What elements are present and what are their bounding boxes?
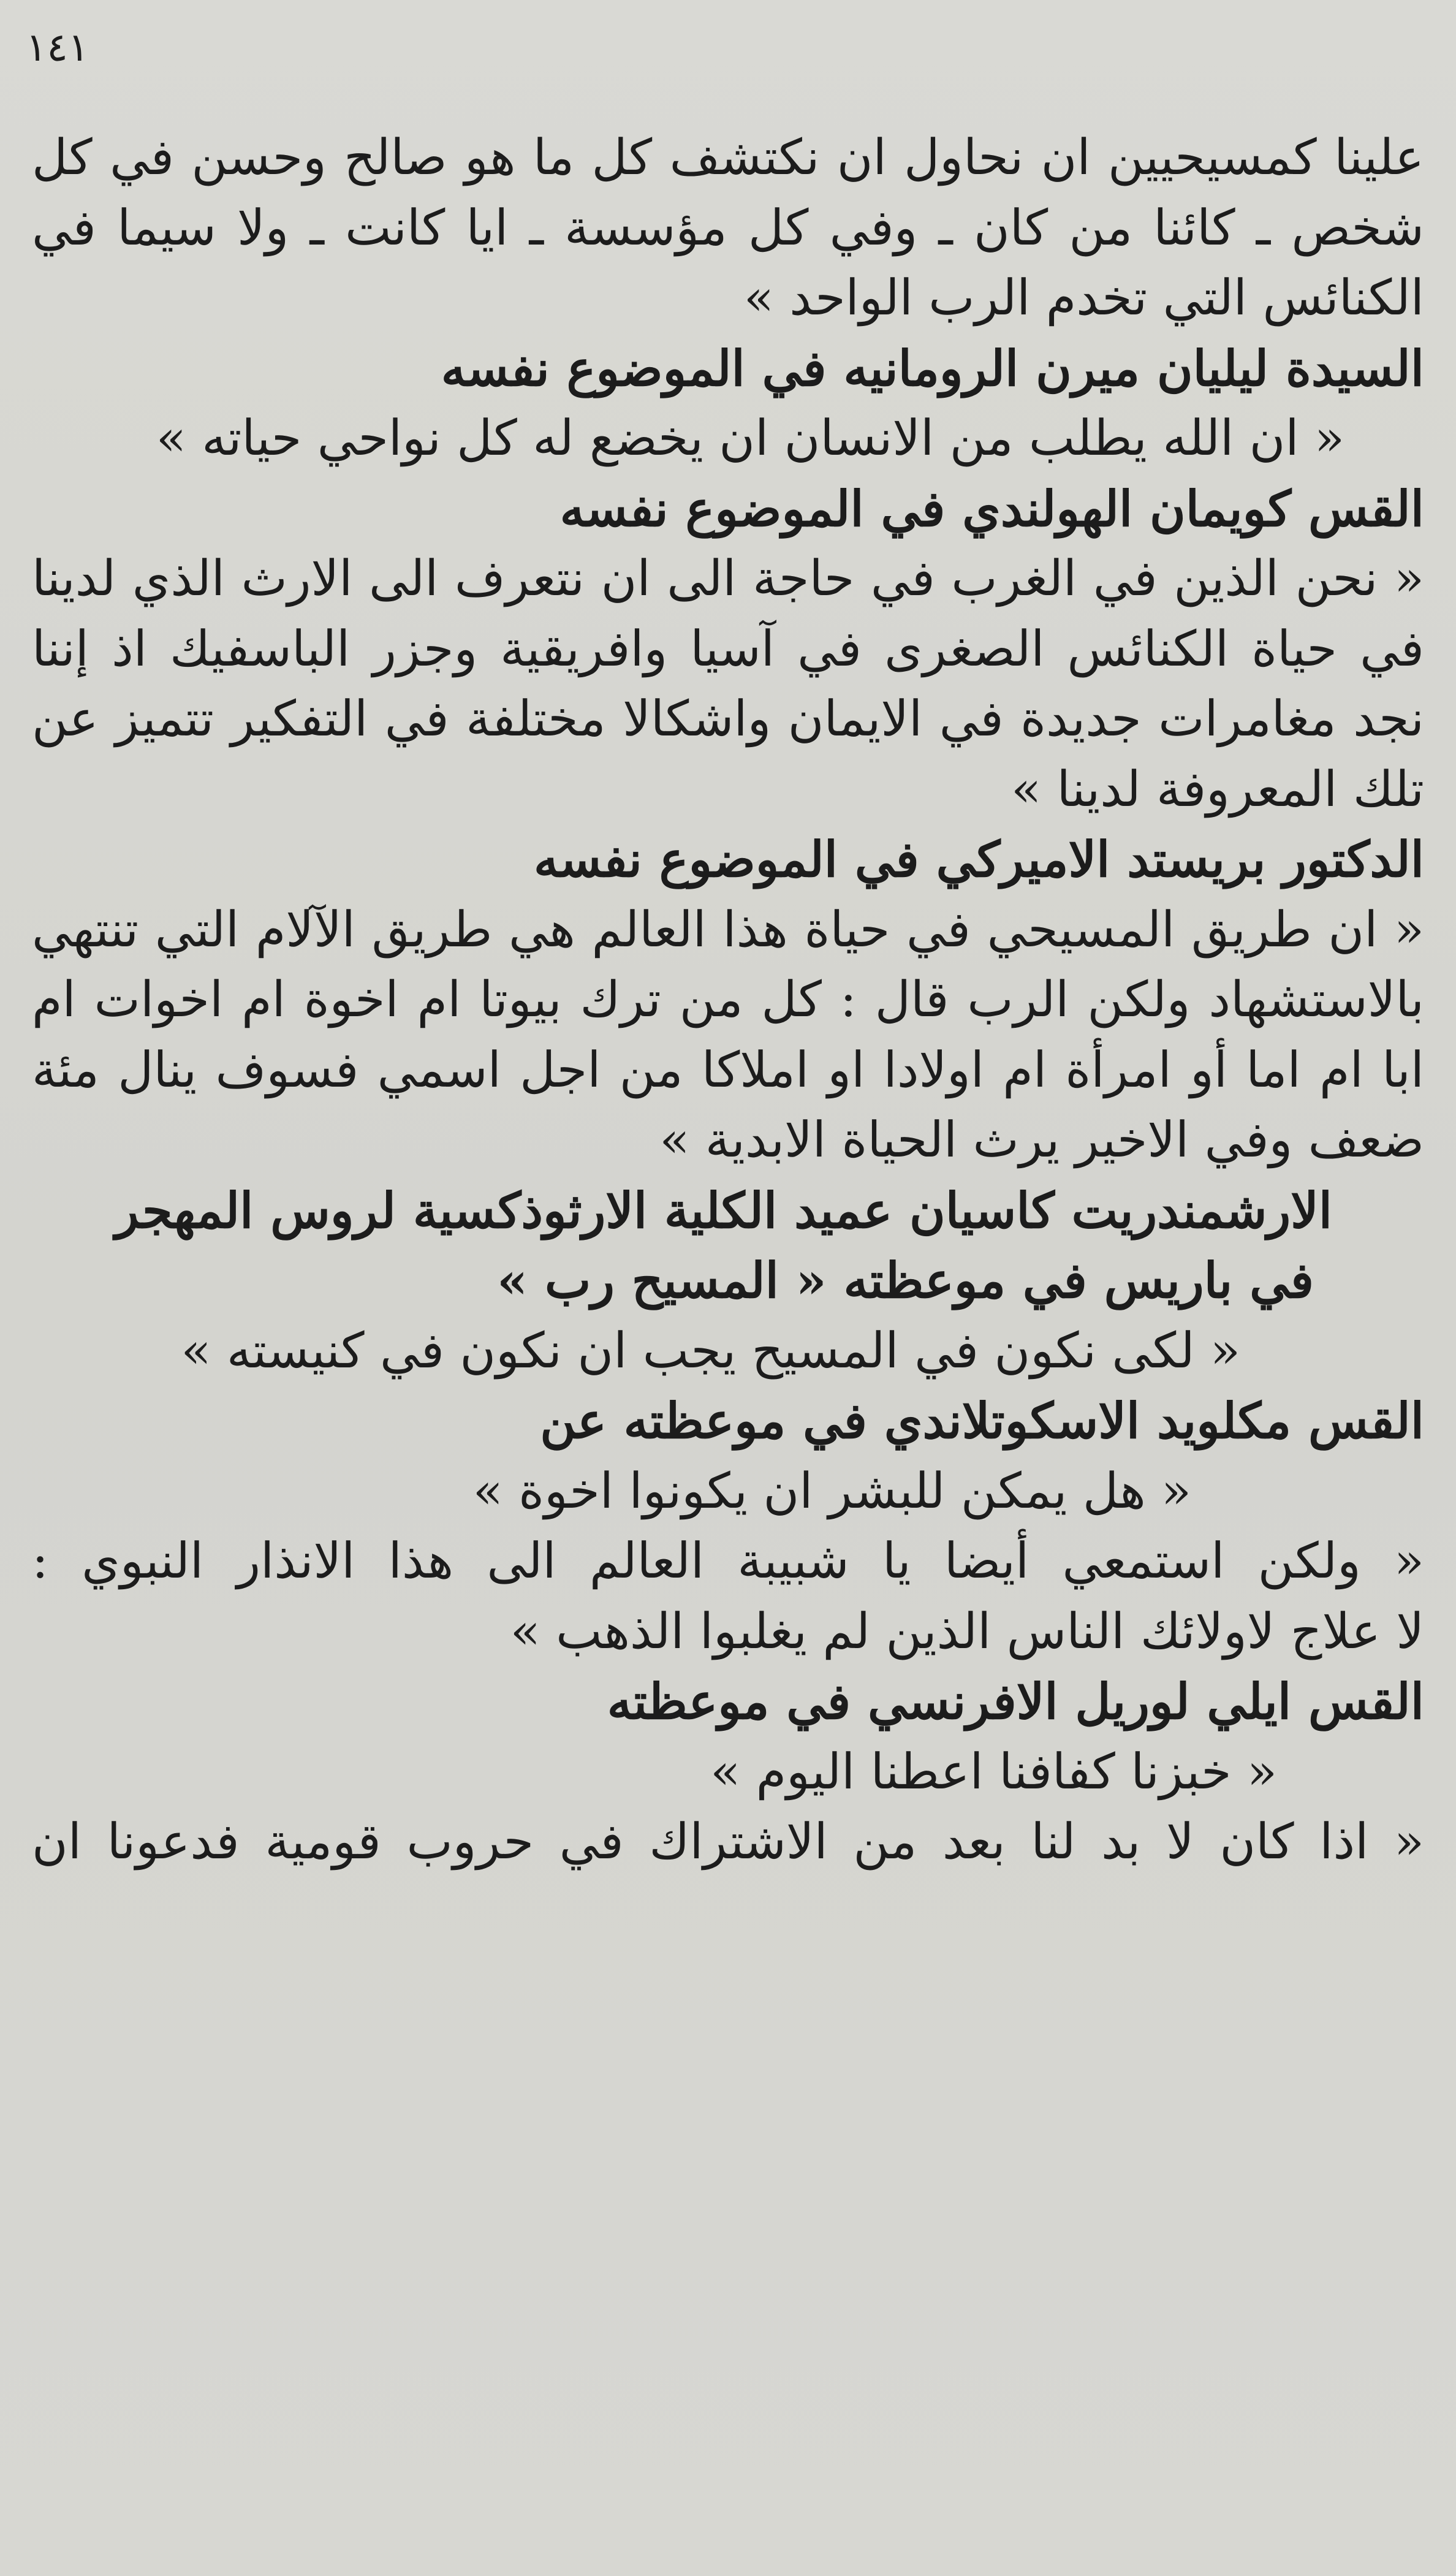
- quote-line: بالاستشهاد ولكن الرب قال : كل من ترك بيوتا ام اخوة ام اخوات ام: [32, 971, 1424, 1028]
- page-number: ١٤١: [26, 25, 89, 70]
- quote-line: لا علاج لاولائك الناس الذين لم يغلبوا الذهب »: [510, 1602, 1424, 1660]
- text-line: علينا كمسيحيين ان نحاول ان نكتشف كل ما هو صالح وحسن في كل: [32, 129, 1424, 186]
- speaker-heading: القس كويمان الهولندي في الموضوع نفسه: [559, 479, 1424, 538]
- text-line: شخص ـ كائنا من كان ـ وفي كل مؤسسة ـ ايا كانت ـ ولا سيما في: [32, 199, 1424, 256]
- quote-line: « نحن الذين في الغرب في حاجة الى ان نتعرف الى الارث الذي لدينا: [32, 550, 1424, 607]
- speaker-heading: الدكتور بريستد الاميركي في الموضوع نفسه: [533, 830, 1424, 888]
- quote-line: « ولكن استمعي أيضا يا شبيبة العالم الى هذا الانذار النبوي :: [32, 1532, 1424, 1589]
- quote-line: « لكى نكون في المسيح يجب ان نكون في كنيسته »: [181, 1321, 1240, 1379]
- page-text: [32, 123, 1424, 1877]
- quote-line: « ان الله يطلب من الانسان ان يخضع له كل نواحي حياته »: [156, 409, 1344, 466]
- speaker-heading: الارشمندريت كاسيان عميد الكلية الارثوذكسية لروس المهجر: [115, 1181, 1332, 1239]
- speaker-heading: في باريس في موعظته « المسيح رب »: [497, 1252, 1314, 1309]
- quote-line: في حياة الكنائس الصغرى في آسيا وافريقية وجزر الباسفيك اذ إننا: [32, 620, 1424, 677]
- quote-line: « ان طريق المسيحي في حياة هذا العالم هي طريق الآلام التي تنتهي: [32, 900, 1424, 958]
- speaker-heading: السيدة ليليان ميرن الرومانيه في الموضوع نفسه: [441, 339, 1424, 397]
- quote-line: « خبزنا كفافنا اعطنا اليوم »: [710, 1742, 1277, 1800]
- speaker-heading: القس مكلويد الاسكوتلاندي في موعظته عن: [540, 1392, 1424, 1449]
- quote-line: ضعف وفي الاخير يرث الحياة الابدية »: [659, 1111, 1424, 1168]
- quote-line: تلك المعروفة لدينا »: [1011, 760, 1424, 818]
- quote-line: « هل يمكن للبشر ان يكونوا اخوة »: [472, 1462, 1191, 1519]
- quote-line: ابا ام اما أو امرأة ام اولادا او املاكا من اجل اسمي فسوف ينال مئة: [32, 1041, 1424, 1098]
- text-line: الكنائس التي تخدم الرب الواحد »: [743, 269, 1424, 326]
- quote-line: « اذا كان لا بد لنا بعد من الاشتراك في حروب قومية فدعونا ان: [32, 1813, 1424, 1870]
- speaker-heading: القس ايلي لوريل الافرنسي في موعظته: [607, 1673, 1424, 1730]
- quote-line: نجد مغامرات جديدة في الايمان واشكالا مختلفة في التفكير تتميز عن: [32, 690, 1424, 747]
